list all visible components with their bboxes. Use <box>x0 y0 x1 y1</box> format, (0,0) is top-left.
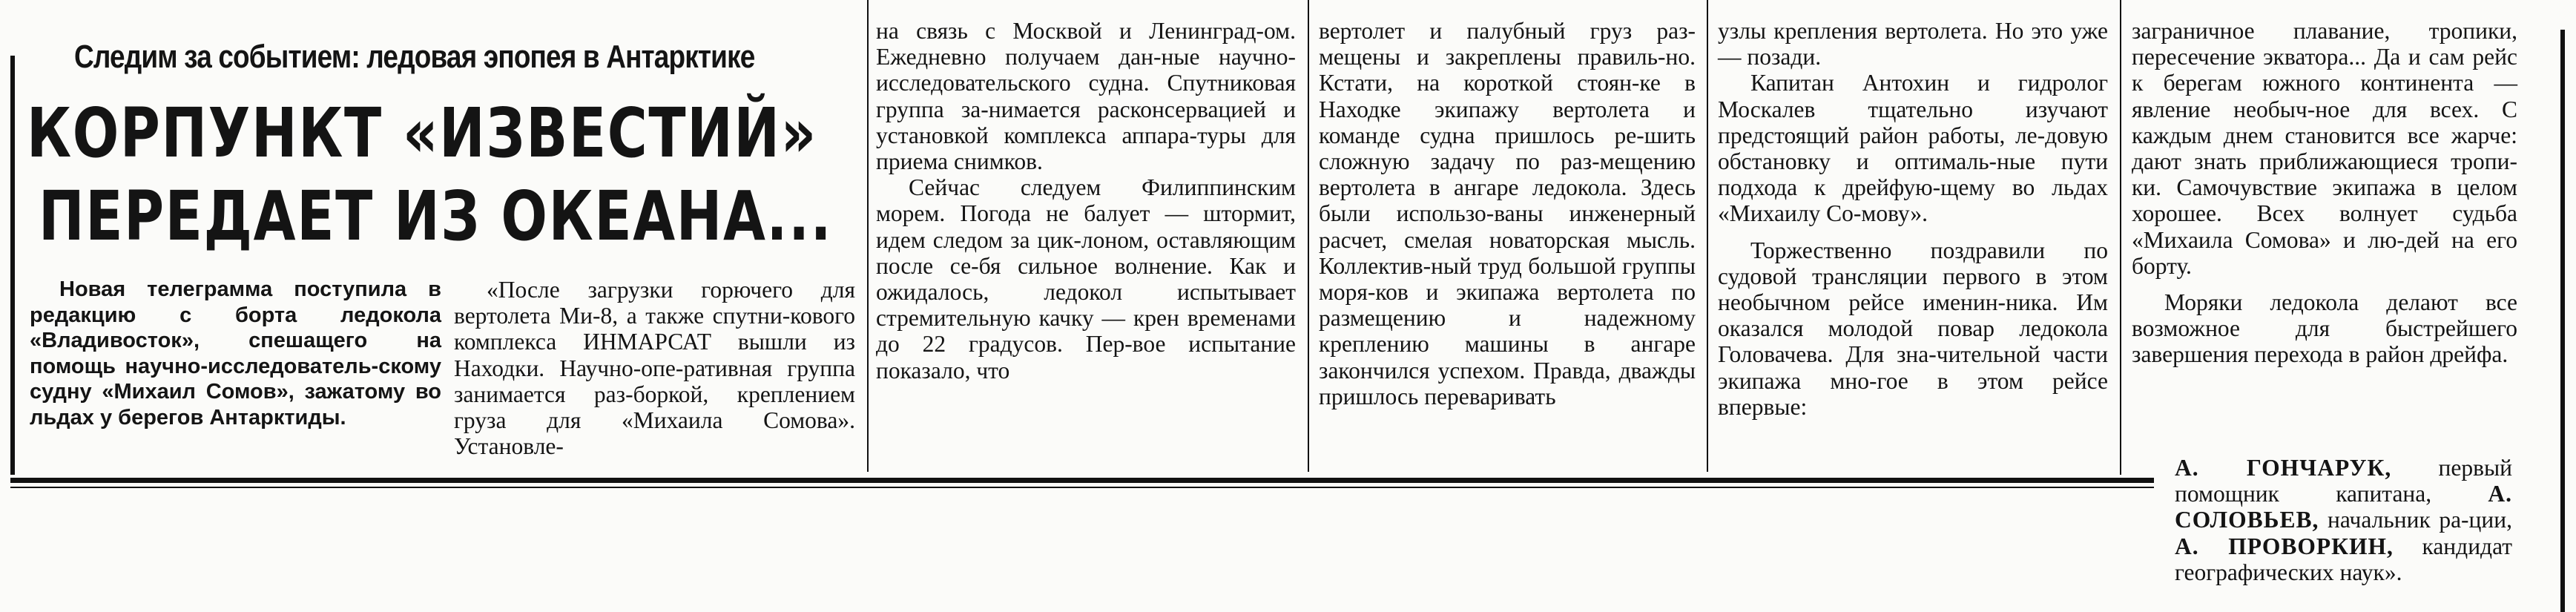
column-5 <box>2132 18 2517 368</box>
col4-paragraph-2: Капитан Антохин и гидролог Москалев тщательно изучают предстоящий район работы, ле-довую обстановку и оптималь-ные пути подхода к дрейфую-щему во льдах «Михаилу Со-мову». <box>1718 70 2108 227</box>
col1-paragraph-1: «После загрузки горючего для вертолета Ми-8, а также спутни-кового комплекса ИНМАРСАТ вышли из Находки. Научно-опе-ративная группа занимается раз-боркой, креплением груза для «Михаила Сомова». Установле- <box>454 277 855 460</box>
signature-name-3: А. ПРОВОРКИН, <box>2175 533 2394 559</box>
col4-paragraph-3: Торжественно поздравили по судовой трансляции первого в этом необычном рейсе именин-ника. Им оказался молодой повар ледокола Головачева. Для зна-чительной части экипажа мно-гое в этом рейсе впервые: <box>1718 237 2108 420</box>
column-rule-1 <box>867 0 869 472</box>
right-border-rule <box>2560 30 2565 612</box>
bottom-rule-thick <box>10 478 2154 483</box>
col5-paragraph-1: заграничное плавание, тропики, пересечение экватора... Да и сам рейс к берегам южного континента — явление необыч-ное для всех. С каждым днем становится все жарче: дают знать приближающиеся тропи-ки. Самочувствие экипажа в целом хорошее. Всех волнует судьба «Михаила Сомова» и лю-дей на его борту. <box>2132 18 2517 279</box>
headline-line-1: КОРПУНКТ «ИЗВЕСТИЙ» <box>27 93 817 173</box>
col2-paragraph-1: на связь с Москвой и Ленинград-ом. Ежедневно получаем дан-ные научно-исследовательского судна. Спутниковая группа за-нимается расконсервацией и установкой комплекса аппара-туры для приема снимков. <box>876 18 1296 175</box>
column-4 <box>1718 18 2108 420</box>
col3-paragraph-1: вертолет и палубный груз раз-мещены и закреплены правиль-но. Кстати, на короткой стоян-ке в Находке экипажу вертолета и команде судна пришлось ре-шить сложную задачу по раз-мещению вертолета в ангаре ледокола. Здесь были использо-ваны инженерный расчет, смелая новаторская мысль. Коллектив-ный труд большой группы моря-ков и экипажа вертолета по размещению и надежному креплению машины в ангаре закончился успехом. Правда, дважды пришлось переваривать <box>1319 18 1696 409</box>
column-rule-3 <box>1707 0 1708 472</box>
article-signature <box>2160 455 2512 585</box>
signature-name-2: А. СОЛОВЬЕВ, <box>2175 481 2513 533</box>
signature-text <box>2160 455 2512 585</box>
column-1 <box>454 277 855 459</box>
col2-paragraph-2: Сейчас следуем Филиппинским морем. Погода не балует — штормит, идем следом за цик-лоном, оставляющим после се-бя сильное волнение. Как и ожидалось, ледокол испытывает стремительную качку — крен временами до 22 градусов. Пер-вое испытание показало, что <box>876 174 1296 384</box>
signature-name-1: А. ГОНЧАРУК, <box>2175 455 2392 481</box>
article-headline <box>27 92 832 258</box>
article-kicker: Следим за событием: ледовая эпопея в Антарктике <box>74 39 755 75</box>
column-rule-2 <box>1308 0 1309 472</box>
col4-paragraph-1: узлы крепления вертолета. Но это уже — позади. <box>1718 18 2108 70</box>
column-rule-4 <box>2120 0 2121 475</box>
bottom-rule-thin <box>10 487 2154 488</box>
article-lead <box>30 277 441 431</box>
column-2 <box>876 18 1296 384</box>
col5-paragraph-2: Моряки ледокола делают все возможное для быстрейшего завершения перехода в район дрейфа. <box>2132 289 2517 368</box>
column-3 <box>1319 18 1696 409</box>
headline-line-2: ПЕРЕДАЕТ ИЗ ОКЕАНА... <box>39 177 833 256</box>
signature-role-1: первый помощник капитана, <box>2175 455 2512 507</box>
left-border-rule <box>10 56 15 475</box>
lead-paragraph: Новая телеграмма поступила в редакцию с борта ледокола «Владивосток», спешащего на помощь научно-исследователь-скому судну «Михаил Сомов», зажатому во льдах у берегов Антарктиды. <box>30 277 441 430</box>
signature-role-3: кандидат географических наук». <box>2175 533 2513 585</box>
signature-role-2: начальник ра-ции, <box>2327 507 2512 533</box>
